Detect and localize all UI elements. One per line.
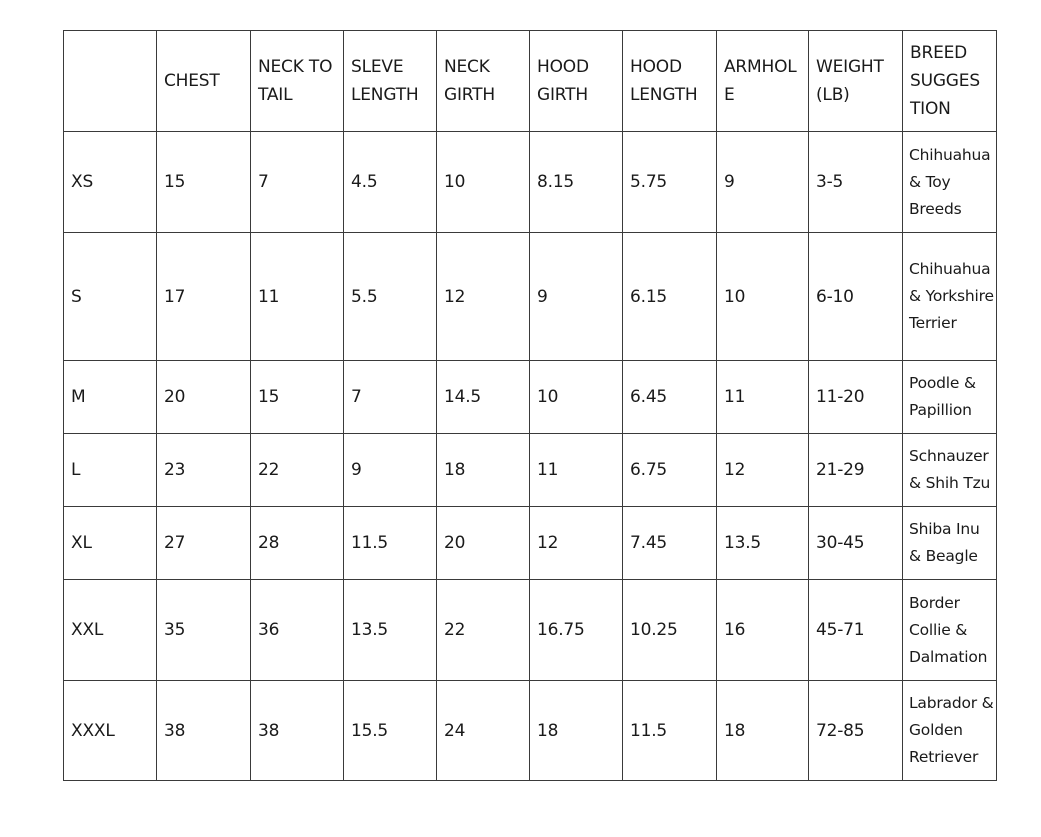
sleve-length-cell: 13.5 — [344, 580, 437, 681]
size-cell: M — [64, 361, 157, 434]
hood-length-cell: 11.5 — [623, 681, 717, 781]
table-row — [64, 132, 997, 233]
neck-girth-cell: 18 — [437, 434, 530, 507]
hood-girth-cell: 9 — [530, 233, 623, 361]
hood-length-cell: 6.15 — [623, 233, 717, 361]
sleve-length-cell: 7 — [344, 361, 437, 434]
hood-girth-cell: 16.75 — [530, 580, 623, 681]
neck-to-tail-cell: 22 — [251, 434, 344, 507]
sleve-length-cell: 4.5 — [344, 132, 437, 233]
breed-cell: Labrador & Golden Retriever — [903, 681, 997, 781]
chest-cell: 23 — [157, 434, 251, 507]
hood-length-cell: 10.25 — [623, 580, 717, 681]
chest-cell: 17 — [157, 233, 251, 361]
armhole-cell: 13.5 — [717, 507, 809, 580]
hood-length-cell: 6.75 — [623, 434, 717, 507]
weight-cell: 3-5 — [809, 132, 903, 233]
neck-girth-cell: 14.5 — [437, 361, 530, 434]
size-cell: XL — [64, 507, 157, 580]
size-cell: XXL — [64, 580, 157, 681]
size-cell: S — [64, 233, 157, 361]
neck-girth-cell: 24 — [437, 681, 530, 781]
weight-cell: 72-85 — [809, 681, 903, 781]
hood-girth-cell: 11 — [530, 434, 623, 507]
header-cell-blank — [64, 31, 157, 132]
header-cell-chest: CHEST — [157, 31, 251, 132]
table-row — [64, 681, 997, 781]
table-row — [64, 361, 997, 434]
size-cell: XS — [64, 132, 157, 233]
breed-cell: Chihuahua & Yorkshire Terrier — [903, 233, 997, 361]
hood-length-cell: 6.45 — [623, 361, 717, 434]
breed-cell: Shiba Inu & Beagle — [903, 507, 997, 580]
neck-to-tail-cell: 28 — [251, 507, 344, 580]
table-row — [64, 507, 997, 580]
table-row — [64, 434, 997, 507]
chest-cell: 27 — [157, 507, 251, 580]
neck-girth-cell: 10 — [437, 132, 530, 233]
weight-cell: 30-45 — [809, 507, 903, 580]
hood-girth-cell: 18 — [530, 681, 623, 781]
weight-cell: 21-29 — [809, 434, 903, 507]
header-cell-neck-girth: NECK GIRTH — [437, 31, 530, 132]
breed-cell: Chihuahua & Toy Breeds — [903, 132, 997, 233]
sleve-length-cell: 9 — [344, 434, 437, 507]
armhole-cell: 9 — [717, 132, 809, 233]
breed-cell: Border Collie & Dalmation — [903, 580, 997, 681]
sleve-length-cell: 11.5 — [344, 507, 437, 580]
hood-length-cell: 5.75 — [623, 132, 717, 233]
neck-to-tail-cell: 11 — [251, 233, 344, 361]
breed-cell: Poodle & Papillion — [903, 361, 997, 434]
armhole-cell: 10 — [717, 233, 809, 361]
neck-to-tail-cell: 15 — [251, 361, 344, 434]
header-cell-armhole: ARMHOL E — [717, 31, 809, 132]
neck-girth-cell: 20 — [437, 507, 530, 580]
size-chart-table — [63, 30, 997, 781]
header-cell-hood-length: HOOD LENGTH — [623, 31, 717, 132]
armhole-cell: 16 — [717, 580, 809, 681]
sleve-length-cell: 15.5 — [344, 681, 437, 781]
neck-to-tail-cell: 38 — [251, 681, 344, 781]
neck-to-tail-cell: 7 — [251, 132, 344, 233]
chest-cell: 20 — [157, 361, 251, 434]
size-cell: XXXL — [64, 681, 157, 781]
table-row — [64, 580, 997, 681]
chest-cell: 38 — [157, 681, 251, 781]
neck-to-tail-cell: 36 — [251, 580, 344, 681]
neck-girth-cell: 22 — [437, 580, 530, 681]
armhole-cell: 11 — [717, 361, 809, 434]
table-row — [64, 233, 997, 361]
hood-girth-cell: 12 — [530, 507, 623, 580]
weight-cell: 45-71 — [809, 580, 903, 681]
hood-girth-cell: 10 — [530, 361, 623, 434]
header-row — [64, 31, 997, 132]
header-cell-neck-to-tail: NECK TO TAIL — [251, 31, 344, 132]
sleve-length-cell: 5.5 — [344, 233, 437, 361]
hood-length-cell: 7.45 — [623, 507, 717, 580]
header-cell-breed-suggestion: BREED SUGGES TION — [903, 31, 997, 132]
weight-cell: 11-20 — [809, 361, 903, 434]
chest-cell: 15 — [157, 132, 251, 233]
armhole-cell: 12 — [717, 434, 809, 507]
weight-cell: 6-10 — [809, 233, 903, 361]
chest-cell: 35 — [157, 580, 251, 681]
size-cell: L — [64, 434, 157, 507]
header-cell-weight: WEIGHT (LB) — [809, 31, 903, 132]
breed-cell: Schnauzer & Shih Tzu — [903, 434, 997, 507]
hood-girth-cell: 8.15 — [530, 132, 623, 233]
neck-girth-cell: 12 — [437, 233, 530, 361]
armhole-cell: 18 — [717, 681, 809, 781]
header-cell-sleve-length: SLEVE LENGTH — [344, 31, 437, 132]
header-cell-hood-girth: HOOD GIRTH — [530, 31, 623, 132]
